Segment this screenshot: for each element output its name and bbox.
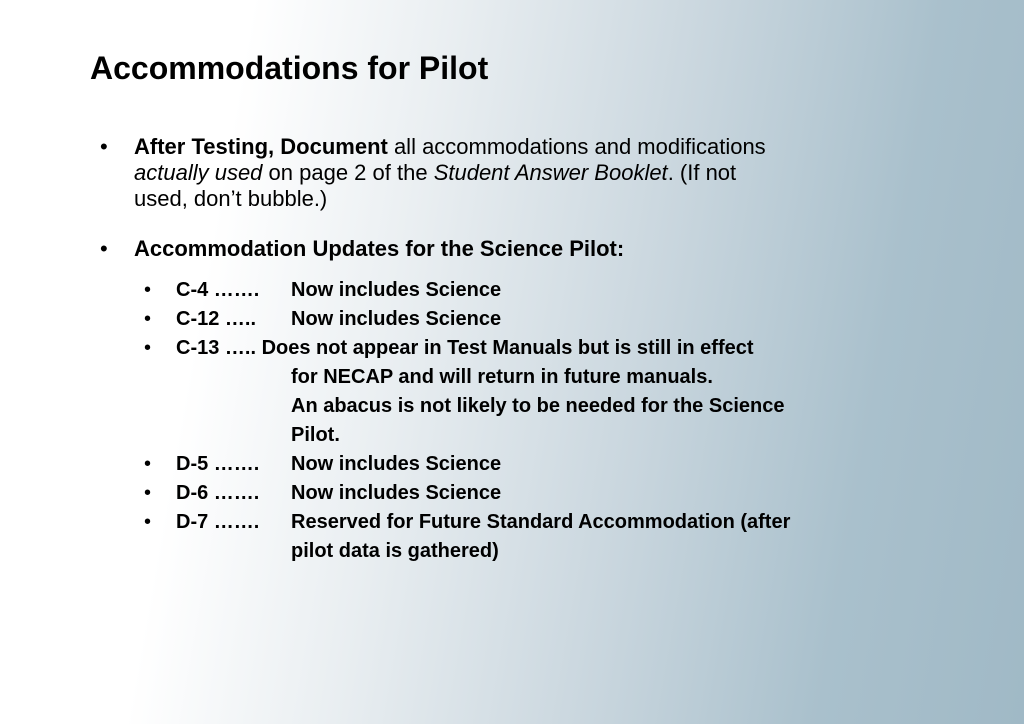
italic-booklet-name: Student Answer Booklet — [433, 160, 668, 185]
bullet-text — [134, 134, 924, 212]
bullet-line-1 — [134, 134, 924, 160]
accommodation-cont: for NECAP and will return in future manuals. — [291, 366, 713, 388]
accommodation-code: C-12 ….. — [176, 308, 257, 330]
accommodation-code: D-6 ……. — [176, 482, 260, 504]
slide-title: Accommodations for Pilot — [90, 50, 489, 86]
sub-bullet-marker: • — [144, 308, 152, 330]
accommodation-code: C-4 ……. — [176, 279, 260, 301]
sub-bullet-marker: • — [144, 453, 152, 475]
sub-bullet-marker: • — [144, 337, 152, 359]
bullet-heading: Accommodation Updates for the Science Pilot: — [134, 236, 625, 261]
accommodation-cont: An abacus is not likely to be needed for the Science — [291, 395, 785, 417]
bullet-text — [134, 236, 924, 262]
accommodation-desc: Now includes Science — [291, 279, 502, 301]
bold-phrase: After Testing, Document — [134, 134, 388, 159]
accommodation-cont: Pilot. — [291, 424, 340, 446]
bullet-line-2 — [134, 160, 924, 186]
accommodation-code: D-5 ……. — [176, 453, 260, 475]
bullet-marker: • — [100, 236, 108, 261]
line-text: . (If not — [667, 160, 737, 185]
sub-bullet-marker: • — [144, 482, 152, 504]
accommodation-line: C-13 ….. Does not appear in Test Manuals but is still in effect — [176, 337, 754, 359]
bullet-line-3: used, don’t bubble.) — [134, 186, 328, 211]
accommodation-desc: Now includes Science — [291, 453, 502, 475]
bullet-marker: • — [100, 134, 108, 159]
sub-bullet-marker: • — [144, 511, 152, 533]
accommodation-cont: pilot data is gathered) — [291, 540, 499, 562]
accommodation-code: D-7 ……. — [176, 511, 260, 533]
line-text: on page 2 of the — [262, 160, 434, 185]
italic-phrase: actually used — [134, 160, 263, 185]
accommodation-desc: Now includes Science — [291, 308, 502, 330]
accommodation-desc: Now includes Science — [291, 482, 502, 504]
accommodation-desc: Reserved for Future Standard Accommodation (after — [291, 511, 791, 533]
sub-bullet-marker: • — [144, 279, 152, 301]
line-text: all accommodations and modifications — [387, 134, 766, 159]
